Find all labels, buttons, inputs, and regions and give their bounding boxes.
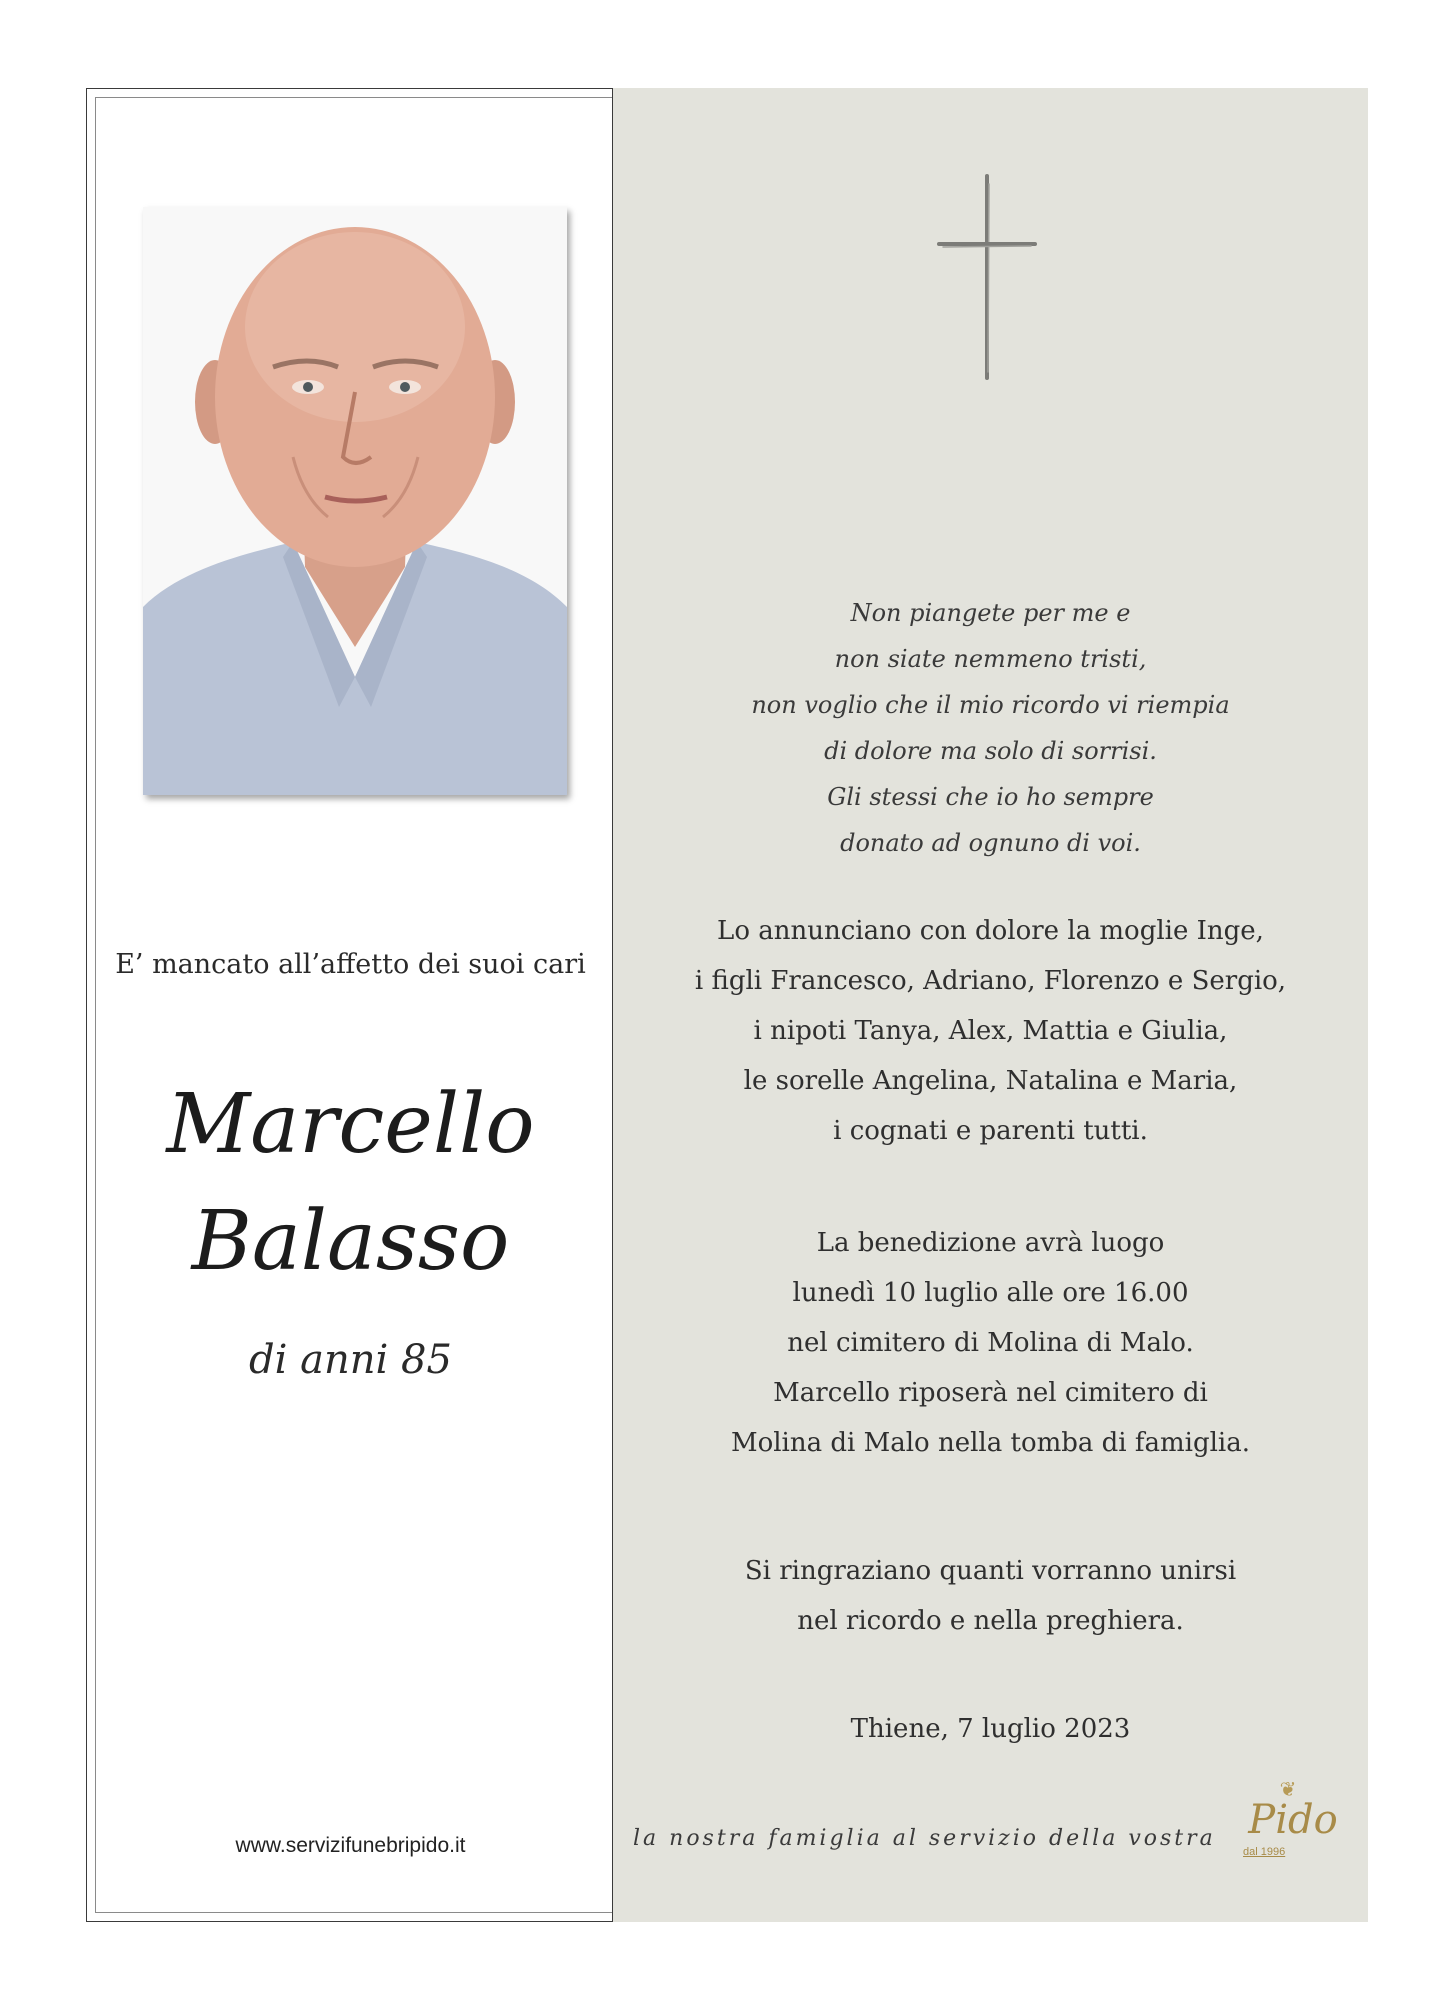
family-line: Lo annunciano con dolore la moglie Inge,	[717, 916, 1264, 946]
logo-name: Pido	[1248, 1797, 1338, 1843]
deceased-age: di anni 85	[249, 1337, 452, 1383]
thanks-line: nel ricordo e nella preghiera.	[797, 1606, 1184, 1636]
deceased-last-name: Balasso	[191, 1194, 510, 1289]
left-panel	[86, 88, 613, 1922]
portrait-illustration	[143, 207, 567, 795]
ceremony-details	[613, 1218, 1368, 1468]
company-logo	[1233, 1778, 1343, 1868]
place-and-date	[613, 1704, 1368, 1754]
family-line: le sorelle Angelina, Natalina e Maria,	[743, 1066, 1238, 1096]
cross-icon	[933, 172, 1041, 382]
ceremony-line: lunedì 10 luglio alle ore 16.00	[792, 1278, 1189, 1308]
poem-line: Gli stessi che io ho sempre	[827, 783, 1154, 811]
family-announcement	[613, 906, 1368, 1156]
website-link[interactable]: www.servizifunebripido.it	[235, 1834, 466, 1857]
poem-line: Non piangete per me e	[850, 599, 1131, 627]
poem-block	[613, 590, 1368, 866]
company-slogan: la nostra famiglia al servizio della vostra	[633, 1826, 1216, 1851]
poem-line: donato ad ognuno di voi.	[840, 829, 1141, 857]
poem-line: di dolore ma solo di sorrisi.	[824, 737, 1157, 765]
family-line: i figli Francesco, Adriano, Florenzo e Sergio,	[694, 966, 1287, 996]
ceremony-line: Molina di Malo nella tomba di famiglia.	[730, 1428, 1251, 1458]
thanks-note	[613, 1546, 1368, 1646]
thanks-line: Si ringraziano quanti vorranno unirsi	[744, 1556, 1237, 1586]
family-line: i cognati e parenti tutti.	[833, 1116, 1148, 1146]
deceased-first-name: Marcello	[166, 1077, 535, 1172]
laurel-icon: ❦	[1279, 1777, 1297, 1801]
date-line: Thiene, 7 luglio 2023	[850, 1714, 1131, 1744]
poem-line: non siate nemmeno tristi,	[834, 645, 1147, 673]
logo-since: dal 1996	[1243, 1846, 1286, 1858]
right-panel	[613, 88, 1368, 1922]
ceremony-line: nel cimitero di Molina di Malo.	[787, 1328, 1194, 1358]
family-line: i nipoti Tanya, Alex, Mattia e Giulia,	[753, 1016, 1228, 1046]
poem-line: non voglio che il mio ricordo vi riempia	[751, 691, 1230, 719]
ceremony-line: La benedizione avrà luogo	[816, 1228, 1165, 1258]
obituary-card	[86, 88, 1368, 1922]
intro-text: E’ mancato all’affetto dei suoi cari	[115, 949, 586, 980]
ceremony-line: Marcello riposerà nel cimitero di	[773, 1378, 1208, 1408]
portrait-photo	[143, 207, 567, 795]
